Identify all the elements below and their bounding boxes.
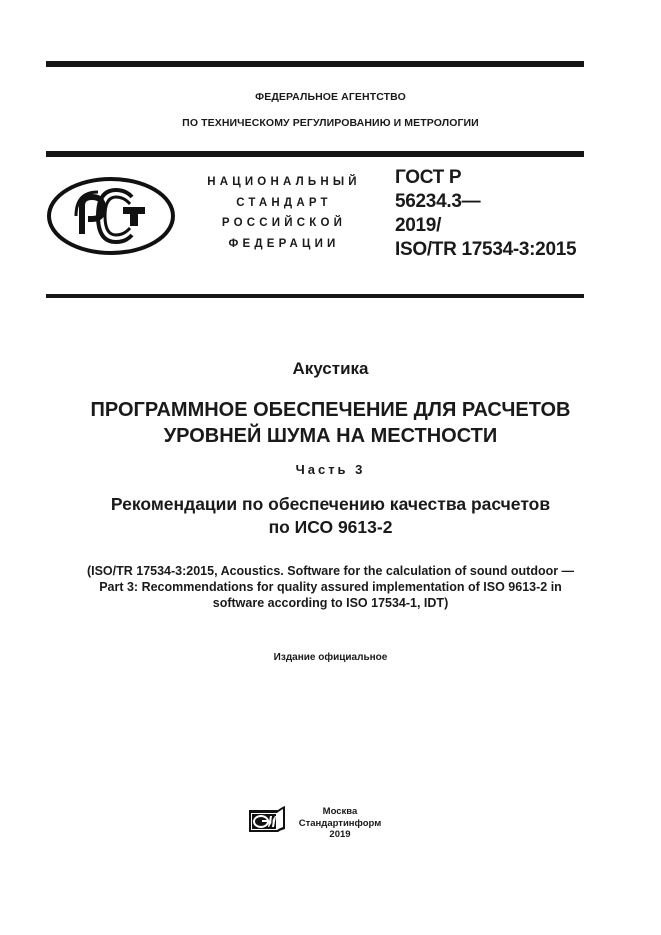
designation-line: ГОСТ Р — [395, 167, 462, 188]
agency-name-line1: ФЕДЕРАЛЬНОЕ АГЕНТСТВО — [255, 91, 406, 103]
main-title — [0, 397, 661, 449]
main-title-line2: УРОВНЕЙ ШУМА НА МЕСТНОСТИ — [163, 425, 498, 447]
national-standard-label — [196, 172, 372, 254]
publisher-info — [297, 806, 383, 841]
standard-designation — [395, 166, 576, 262]
standartinform-logo-icon — [248, 805, 286, 833]
original-line3: software according to ISO 17534-1, IDT) — [212, 596, 449, 610]
designation-line: 2019/ — [395, 215, 442, 236]
original-line1: (ISO/TR 17534-3:2015, Acoustics. Software for the calculation of sound outdoor — — [86, 564, 575, 578]
bottom-rule — [46, 294, 584, 298]
top-rule — [46, 61, 584, 67]
designation-line: 56234.3— — [395, 191, 481, 212]
original-line2: Part 3: Recommendations for quality assured implementation of ISO 9613-2 in — [99, 580, 562, 594]
natstd-line: ФЕДЕРАЦИИ — [228, 237, 340, 250]
gost-r-certification-mark-icon — [46, 176, 176, 256]
main-title-line1: ПРОГРАММНОЕ ОБЕСПЕЧЕНИЕ ДЛЯ РАСЧЕТОВ — [90, 399, 571, 421]
publisher-year: 2019 — [329, 829, 351, 840]
part-title-line2: по ИСО 9613-2 — [268, 517, 393, 537]
natstd-line: НАЦИОНАЛЬНЫЙ — [207, 176, 361, 188]
part-label: Часть 3 — [295, 462, 366, 477]
part-title — [0, 493, 661, 539]
natstd-line: РОССИЙСКОЙ — [221, 217, 347, 229]
publisher-city: Москва — [322, 806, 358, 817]
designation-line: ISO/TR 17534-3:2015 — [395, 239, 577, 260]
natstd-line: СТАНДАРТ — [236, 196, 332, 209]
original-standard-reference — [0, 563, 661, 611]
agency-name-line2: ПО ТЕХНИЧЕСКОМУ РЕГУЛИРОВАНИЮ И МЕТРОЛОГИИ — [182, 117, 479, 129]
publisher-name: Стандартинформ — [298, 817, 382, 829]
part-title-line1: Рекомендации по обеспечению качества расчетов — [110, 494, 551, 514]
subject-title: Акустика — [292, 359, 369, 378]
edition-note: Издание официальное — [273, 652, 388, 663]
middle-rule — [46, 151, 584, 157]
